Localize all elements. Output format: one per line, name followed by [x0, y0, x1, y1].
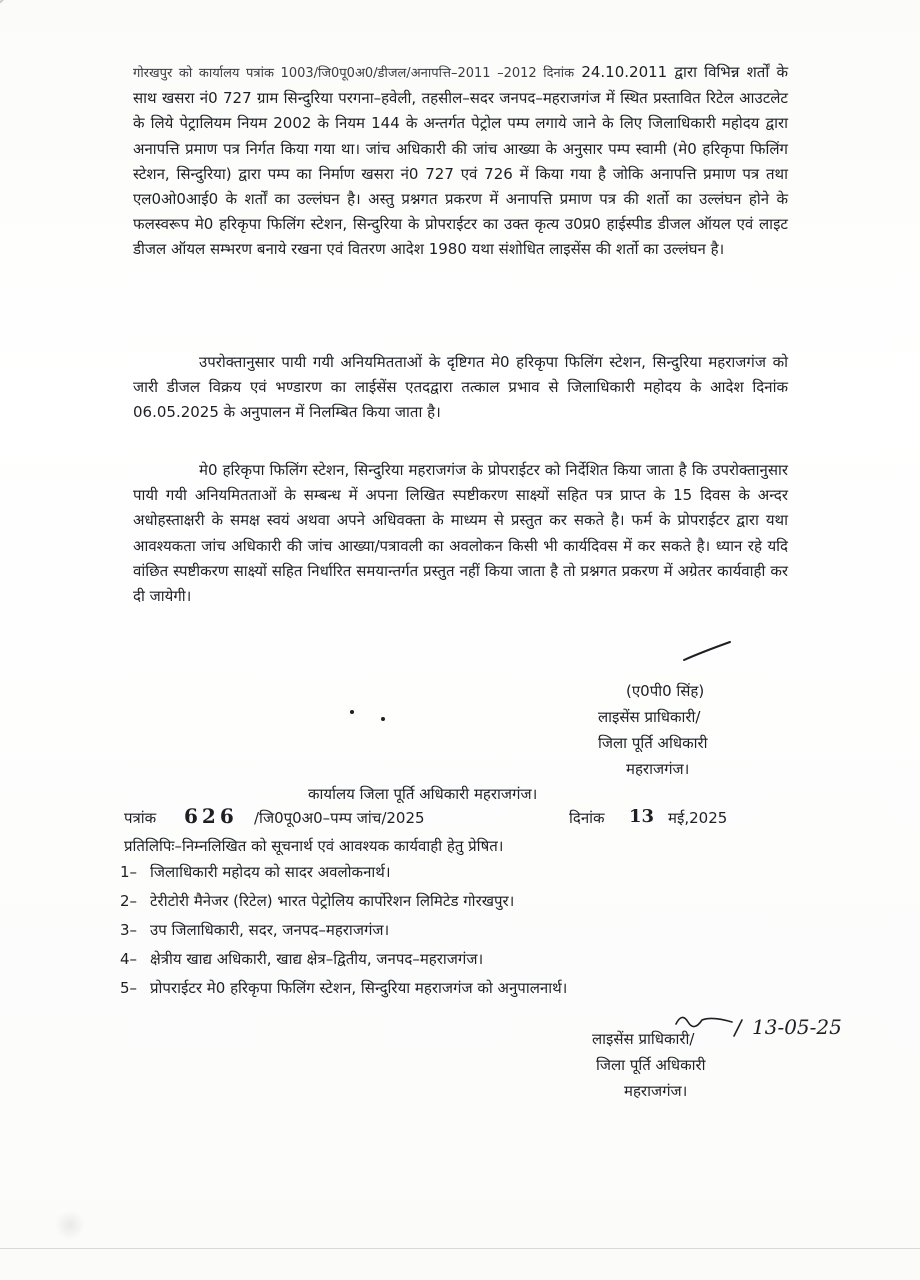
signature-block-2	[592, 1026, 792, 1104]
ref-label: पत्रांक	[124, 809, 157, 827]
ref-number: 626	[184, 804, 238, 828]
ink-dot	[350, 710, 354, 714]
initial-tick-mark	[682, 640, 732, 662]
office-heading: कार्यालय जिला पूर्ति अधिकारी महराजगंज।	[308, 785, 538, 803]
handwritten-date: 13-05-25	[752, 1015, 842, 1039]
signatory-place: महराजगंज।	[626, 760, 690, 778]
list-item: 1– जिलाधिकारी महोदय को सादर अवलोकनार्थ।	[120, 863, 391, 881]
date-label: दिनांक	[569, 809, 605, 827]
date-month-year: मई,2025	[668, 809, 728, 827]
signatory-title-dso: जिला पूर्ति अधिकारी	[596, 1056, 706, 1074]
list-item: 3– उप जिलाधिकारी, सदर, जनपद–महराजगंज।	[120, 921, 390, 939]
copy-heading: प्रतिलिपिः–निम्नलिखित को सूचनार्थ एवं आवश्यक कार्यवाही हेतु प्रेषित।	[124, 837, 504, 855]
signatory-name: (ए0पी0 सिंह)	[626, 682, 705, 700]
list-item: 4– क्षेत्रीय खाद्य अधिकारी, खाद्य क्षेत्र–द्वितीय, जनपद–महराजगंज।	[120, 950, 484, 968]
scan-smudge	[55, 1210, 85, 1240]
paragraph-1-reference: गोरखपुर को कार्यालय पत्रांक 1003/जि0पू0अ0/डीजल/अनापत्ति–2011 –2012 दिनांक	[133, 66, 575, 81]
paragraph-3: मे0 हरिकृपा फिलिंग स्टेशन, सिन्दुरिया महराजगंज के प्रोपराईटर को निर्देशित किया जाता है कि उपरोक्तानुसार पायी गयी अनियमितताओं के सम्बन्ध में अपना लिखित स्पष्टीकरण साक्ष्यों सहित पत्र प्राप्त के 15 दिवस के अन्दर अधोहस्ताक्षरी के समक्ष स्वयं अथवा अपने अधिवक्ता के माध्यम से प्रस्तुत कर सकते है। फर्म के प्रोपराईटर द्वारा यथा आवश्यकता जांच अधिकारी की जांच आख्या/पत्रावली का अवलोकन किसी भी कार्यदिवस में कर सकते है। ध्यान रहे यदि वांछित स्पष्टीकरण साक्ष्यों सहित निर्धारित समयान्तर्गत प्रस्तुत नहीं किया जाता है तो प्रश्नगत प्रकरण में अग्रेतर कार्यवाही कर दी जायेगी।	[133, 461, 788, 606]
paragraph-2: उपरोक्तानुसार पायी गयी अनियमितताओं के दृष्टिगत मे0 हरिकृपा फिलिंग स्टेशन, सिन्दुरिया महराजगंज को जारी डीजल विक्रय एवं भण्डारण का लाईसेंस एतदद्वारा तत्काल प्रभाव से जिलाधिकारी महोदय के आदेश दिनांक 06.05.2025 के अनुपालन में निलम्बित किया जाता है।	[133, 353, 788, 422]
signature-block-1	[590, 678, 790, 782]
paragraph-1-body: 24.10.2011 द्वारा विभिन्न शर्तों के साथ खसरा नं0 727 ग्राम सिन्दुरिया परगना–हवेली, तहसील–सदर जनपद–महराजगंज में स्थित प्रस्तावित रिटेल आउटलेट के लिये पेट्रालियम नियम 2002 के नियम 144 के अन्तर्गत पेट्रोल पम्प लगाये जाने के लिए जिलाधिकारी महोदय द्वारा अनापत्ति प्रमाण पत्र निर्गत किया गया था। जांच अधिकारी की जांच आख्या के अनुसार पम्प स्वामी (मे0 हरिकृपा फिलिंग स्टेशन, सिन्दुरिया) द्वारा पम्प का निर्माण खसरा नं0 727 एवं 726 में किया गया है जोकि अनापत्ति प्रमाण पत्र तथा एल0ओ0आई0 के शर्तों का उल्लंघन है। अस्तु प्रश्नगत प्रकरण में अनापत्ति प्रमाण पत्र की शर्तो का उल्लंघन होने के फलस्वरूप मे0 हरिकृपा फिलिंग स्टेशन, सिन्दुरिया के प्रोपराईटर का उक्त कृत्य उ0प्र0 हाईस्पीड डीजल ऑयल एवं लाइट डीजल ऑयल सम्भरण बनाये रखना एवं वितरण आदेश 1980 यथा संशोधित लाइसेंस की शर्तो का उल्लंघन है।	[133, 63, 788, 259]
list-item: 5– प्रोपराईटर मे0 हरिकृपा फिलिंग स्टेशन, सिन्दुरिया महराजगंज को अनुपालनार्थ।	[120, 979, 568, 997]
signatory-title-licensing: लाइसेंस प्राधिकारी/	[598, 708, 701, 726]
list-item: 2– टेरीटोरी मैनेजर (रिटेल) भारत पेट्रोलिय कार्पोरेशन लिमिटेड गोरखपुर।	[120, 892, 515, 910]
signatory-title-dso: जिला पूर्ति अधिकारी	[598, 734, 708, 752]
date-day: 13	[629, 806, 655, 827]
recipient-list	[120, 858, 567, 1003]
paper-fold-mark	[0, 0, 105, 29]
paragraph-1	[133, 60, 788, 263]
signatory-title-licensing: लाइसेंस प्राधिकारी/	[592, 1030, 695, 1048]
ref-code: /जि0पू0अ0–पम्प जांच/2025	[254, 809, 425, 827]
reference-line	[124, 806, 744, 834]
signatory-place: महराजगंज।	[624, 1082, 688, 1100]
ink-dot	[381, 717, 385, 721]
page-bottom-edge	[0, 1248, 920, 1249]
